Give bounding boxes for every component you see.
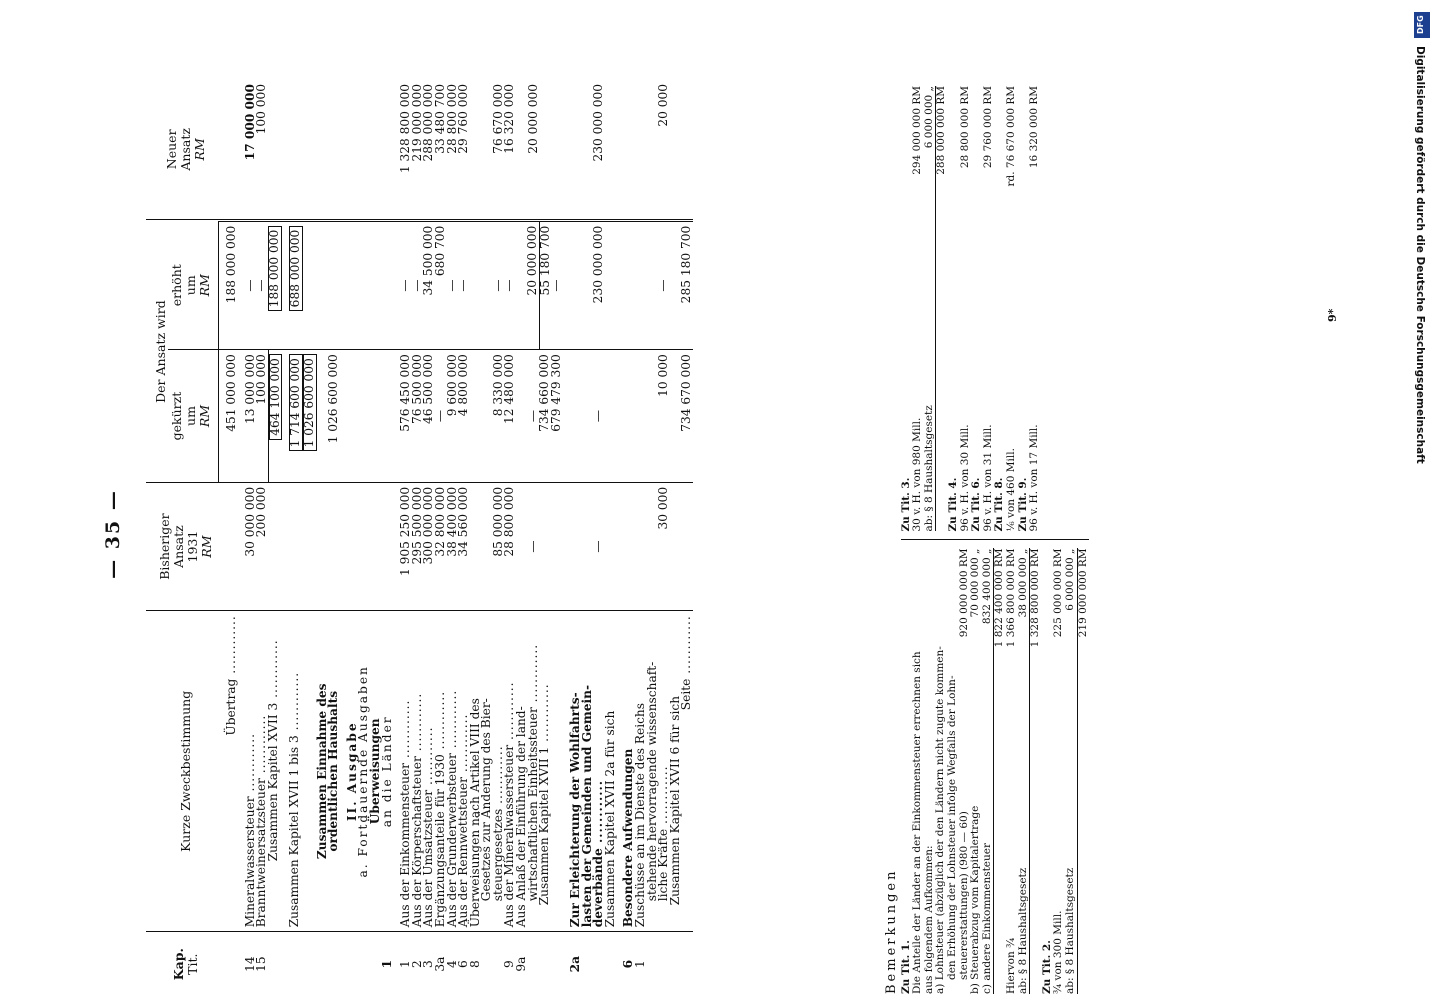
row-zusammen-xvii1-3: Zusammen Kapitel XVII 1 bis 3 ..... 1 714 600 000 688 000 000 (289, 80, 303, 996)
col-description-header: Kurze Zweckbestimmung (146, 611, 219, 932)
digitization-credit (1414, 12, 1430, 464)
row-zusammen-xvii6: Zusammen Kapitel XVII 6 für sich (670, 80, 682, 996)
col-raise-header: erhöht um RM (168, 221, 219, 349)
row-tit-3a: 3a Ergänzungsanteile für 1930 ..... 32 800 000 — 680 700 33 480 700 (435, 80, 447, 996)
row-14: 14 Mineralwassersteuer ..... 30 000 000 13 000 000 — 17 000 000 (245, 80, 257, 996)
row-tit-6: 6 Aus der Rennwettsteuer ..... 34 560 000 4 800 000 — 29 760 000 (458, 80, 470, 996)
remarks-column-right: Zu Tit. 3. 30 v. H. von 980 Mill. 294 000 000 RM ab: § 8 Haushaltsgesetz 6 000 000 „ 288 000 000 RM Zu Tit. 4. 96 v. H. von 30 Mill. 28 800 000 RM Zu Tit. 6. 96 v. H. von 31 Mill. 29 760 000 RM Zu Tit. 8. ⅙ von 460 Mill. rd. 76 670 000 RM Zu Tit. 9. 96 v. H. von 17 Mill. 16 320 000 RM (901, 78, 1090, 541)
row-tit-8: 8 Überweisungen nach Artikel VIII des Gesetzes zur Änderung des Bier- steuergesetzes ..... 85 000 000 8 330 000 — 76 670 000 (470, 80, 505, 996)
credit-text: Digitalisierung gefördert durch die Deutsche Forschungsgemeinschaft (1414, 46, 1426, 464)
dfg-logo-icon: DFG (1414, 12, 1430, 38)
col-old-header: Bisheriger Ansatz 1931 RM (146, 482, 219, 610)
page-footnote-marker: 9* (1326, 308, 1339, 322)
row-zusammen-xvii3: Zusammen Kapitel XVII 3 ..... 464 100 000 188 000 000 (268, 80, 282, 996)
col-change-group-header: Der Ansatz wird (146, 221, 168, 482)
row-tit-4: 4 Aus der Grunderwerbsteuer ..... 38 400 000 9 600 000 — 28 800 000 (447, 80, 459, 996)
row-15: 15 Branntweinersatzsteuer ..... 200 000 100 000 — 100 000 (256, 80, 268, 996)
remarks-title: Bemerkungen (884, 868, 899, 994)
col-cut-header: gekürzt um RM (168, 350, 219, 483)
row-tit-1: 1 Aus der Einkommensteuer ..... 1 905 250 000 576 450 000 — 1 328 800 000 (400, 80, 412, 996)
row-seite: Seite ..... 734 670 000 285 180 700 (681, 80, 693, 996)
row-kapitel-6-tit-1: 1 Zuschüsse an im Dienste des Reichs stehende hervorragende wissenschaft- liche Kräfte ..... 30 000 10 000 — 20 000 (635, 80, 670, 996)
budget-table (146, 80, 693, 996)
row-zusammen-xvii1-net: 679 479 300 — (551, 80, 563, 996)
row-kapitel-6: 6 Besondere Aufwendungen (623, 80, 635, 996)
row-uebertrag: Übertrag ..... 451 000 000 188 000 000 (226, 80, 238, 996)
col-new-header: Neuer Ansatz RM (146, 80, 219, 219)
row-kapitel-2a: 2a Zur Erleichterung der Wohlfahrts- lasten der Gemeinden und Gemein- deverbände ..... — — 230 000 000 230 000 000 (570, 80, 605, 996)
row-zusammen-xvii1: Zusammen Kapitel XVII 1 ..... 734 660 000 55 180 700 (539, 80, 551, 996)
page-number: — 35 — (102, 489, 124, 579)
row-ausgabe-heading: II. Ausgabe a. Fortdauernde Ausgaben (347, 80, 370, 996)
row-tit-3: 3 Aus der Umsatzsteuer ..... 300 000 000 46 500 000 34 500 000 288 000 000 (423, 80, 435, 996)
row-zusammen-xvii1-3-net: 1 026 600 000 (303, 80, 317, 996)
rotated-page (102, 70, 1342, 998)
col-kap-header: Kap. Tit. (171, 948, 201, 981)
row-zusammen-einnahme: Zusammen Einnahme des ordentlichen Haushalts 1 026 600 000 (317, 80, 340, 996)
row-zusammen-xvii2a: Zusammen Kapitel XVII 2a für sich (605, 80, 617, 996)
row-tit-2: 2 Aus der Körperschaftsteuer ..... 295 500 000 76 500 000 — 219 000 000 (412, 80, 424, 996)
remarks-column-left: Zu Tit. 1. Die Anteile der Länder an der Einkommensteuer errechnen sich aus folgendem Aufkommen: a) Lohnsteuer (abzüglich der den Ländern nicht zugute kommen- den Erhöhung der Lohnsteuer infolge Wegfalls der Lohn- steuererstattungen) (980 — 60) 920 000 000 RM b) Steuerabzug vom Kapitalertrage 70 000 000 „ c) andere Einkommensteuer 832 400 000 „ 1 822 400 000 RM Hiervon ¾ 1 366 800 000 RM ab: § 8 Haushaltsgesetz 38 000 000 „ 1 328 800 000 RM Zu Tit. 2. ¾ von 300 Mill. 225 000 000 RM ab: § 8 Haushaltsgesetz 6 000 000 „ 219 000 000 RM (899, 548, 1089, 994)
row-tit-9a: 9a Aus Anlaß der Einführung der land- wirtschaftlichen Einheitssteuer ..... — — 20 000 000 20 000 000 (516, 80, 539, 996)
row-kapitel-1: 1 Überweisungen an die Länder (370, 80, 393, 996)
remarks-section (886, 78, 1089, 994)
row-tit-9: 9 Aus der Mineralwassersteuer ..... 28 800 000 12 480 000 — 16 320 000 (504, 80, 516, 996)
